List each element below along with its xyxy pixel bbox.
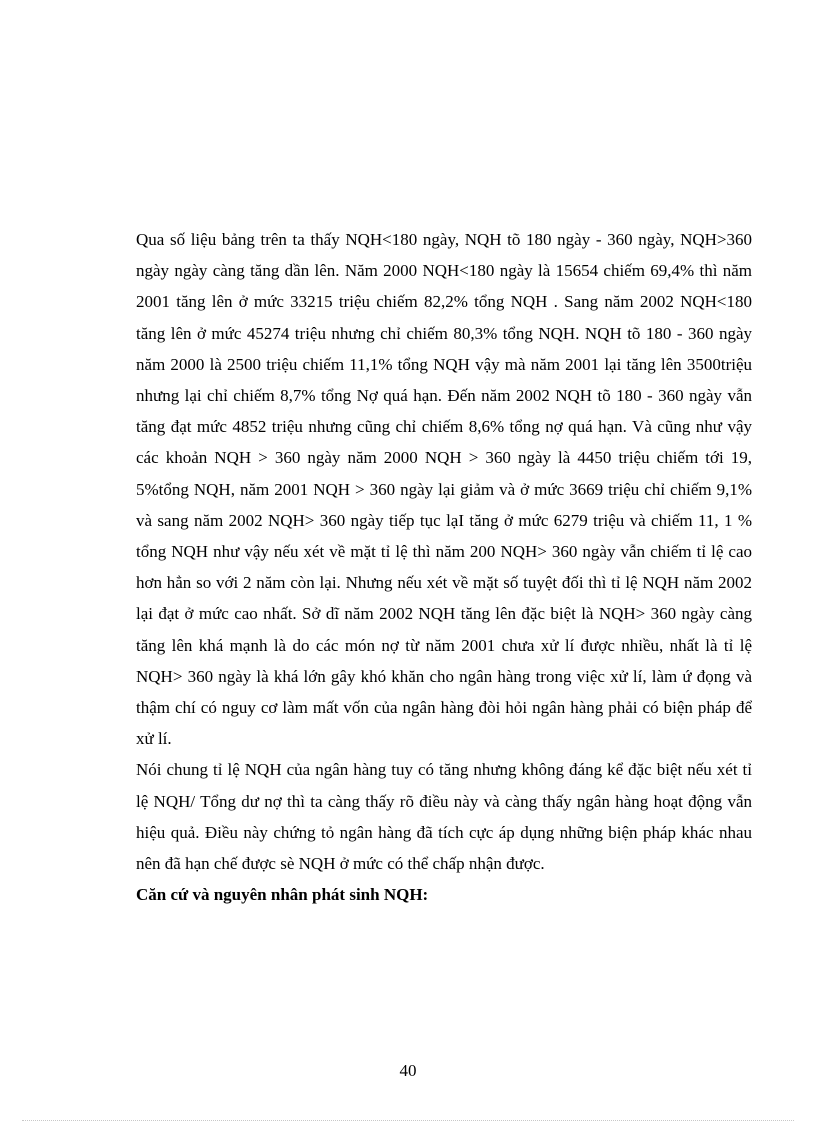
page-bottom-divider [22, 1120, 794, 1121]
paragraph-overdue-debt-analysis: Qua số liệu bảng trên ta thấy NQH<180 ngày, NQH tõ 180 ngày - 360 ngày, NQH>360 ngày ngày càng tăng dần lên. Năm 2000 NQH<180 ngày là 15654 chiếm 69,4% thì năm 2001 tăng lên ở mức 33215 triệu chiếm 82,2% tổng NQH . Sang năm 2002 NQH<180 tăng lên ở mức 45274 triệu nhưng chỉ chiếm 80,3% tổng NQH. NQH tõ 180 - 360 ngày năm 2000 là 2500 triệu chiếm 11,1% tổng NQH vậy mà năm 2001 lại tăng lên 3500triệu nhưng lại chỉ chiếm 8,7% tổng Nợ quá hạn. Đến năm 2002 NQH tõ 180 - 360 ngày vẫn tăng đạt mức 4852 triệu nhưng cũng chỉ chiếm 8,6% tổng nợ quá hạn. Và cũng như vậy các khoản NQH > 360 ngày năm 2000 NQH > 360 ngày là 4450 triệu chiếm tới 19, 5%tổng NQH, năm 2001 NQH > 360 ngày lại giảm và ở mức 3669 triệu chỉ chiếm 9,1% và sang năm 2002 NQH> 360 ngày tiếp tục lạI tăng ở mức 6279 triệu và chiếm 11, 1 % tổng NQH như vậy nếu xét về mặt tỉ lệ thì năm 200 NQH> 360 ngày vẫn chiếm tỉ lệ cao hơn hẳn so với 2 năm còn lại. Nhưng nếu xét về mặt số tuyệt đối thì tỉ lệ NQH năm 2002 lại đạt ở mức cao nhất. Sở dĩ năm 2002 NQH tăng lên đặc biệt là NQH> 360 ngày càng tăng lên khá mạnh là do các món nợ từ năm 2001 chưa xử lí được nhiều, nhất là tỉ lệ NQH> 360 ngày là khá lớn gây khó khăn cho ngân hàng trong việc xử lí, làm ứ đọng và thậm chí có nguy cơ làm mất vốn của ngân hàng đòi hỏi ngân hàng phải có biện pháp để xử lí. [136, 230, 752, 749]
section-heading: Căn cứ và nguyên nhân phát sinh NQH: [136, 885, 429, 905]
paragraph-overdue-debt-summary: Nói chung tỉ lệ NQH của ngân hàng tuy có tăng nhưng không đáng kể đặc biệt nếu xét tỉ lệ NQH/ Tổng dư nợ thì ta càng thấy rõ điều này và càng thấy ngân hàng hoạt động vẫn hiệu quả. Điều này chứng tỏ ngân hàng đã tích cực áp dụng những biện pháp khác nhau nên đã hạn chế được sè NQH ở mức có thể chấp nhận được. [136, 760, 752, 874]
page-number: 40 [399, 1061, 417, 1080]
page-body [136, 224, 752, 910]
